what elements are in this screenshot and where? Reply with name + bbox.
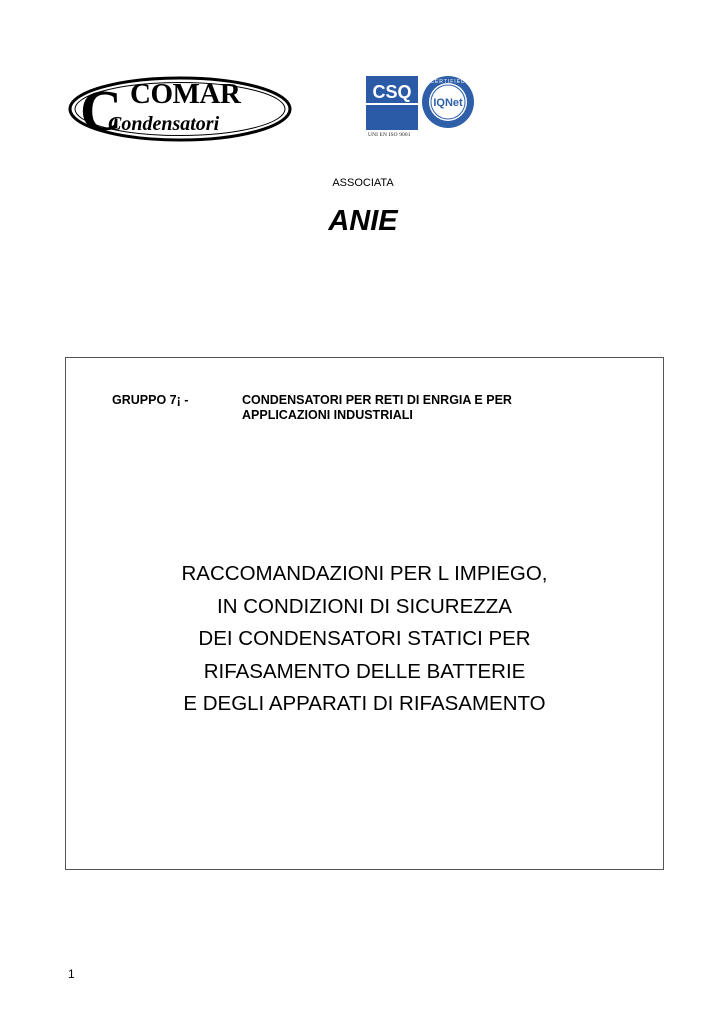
- page-number: 1: [68, 967, 75, 981]
- certification-caption: UNI EN ISO 9001: [368, 132, 411, 138]
- svg-text:CERTIFIED: CERTIFIED: [430, 79, 466, 85]
- group-label: GRUPPO 7¡ -: [112, 393, 189, 407]
- document-title-line: IN CONDIZIONI DI SICUREZZA: [217, 594, 512, 618]
- svg-text:IQNet: IQNet: [433, 97, 463, 109]
- group-description-line: APPLICAZIONI INDUSTRIALI: [242, 408, 413, 422]
- document-title-line: RACCOMANDAZIONI PER L IMPIEGO,: [181, 562, 548, 585]
- svg-text:C: C: [80, 78, 122, 142]
- svg-text:COMAR: COMAR: [130, 78, 241, 110]
- association-name: ANIE: [328, 205, 398, 237]
- document-title-line: RIFASAMENTO DELLE BATTERIE: [203, 659, 526, 683]
- csq-iqnet-certification-logo: [364, 74, 476, 132]
- comar-condensatori-logo: [68, 76, 292, 142]
- document-title: [65, 558, 664, 721]
- group-description: [242, 393, 602, 423]
- svg-text:Condensatori: Condensatori: [108, 113, 220, 135]
- document-title-line: E DEGLI APPARATI DI RIFASAMENTO: [183, 692, 546, 715]
- svg-text:CSQ: CSQ: [372, 82, 412, 102]
- group-description-line: CONDENSATORI PER RETI DI ENRGIA E PER: [242, 393, 512, 407]
- association-label: ASSOCIATA: [332, 177, 394, 189]
- document-title-line: DEI CONDENSATORI STATICI PER: [198, 627, 531, 650]
